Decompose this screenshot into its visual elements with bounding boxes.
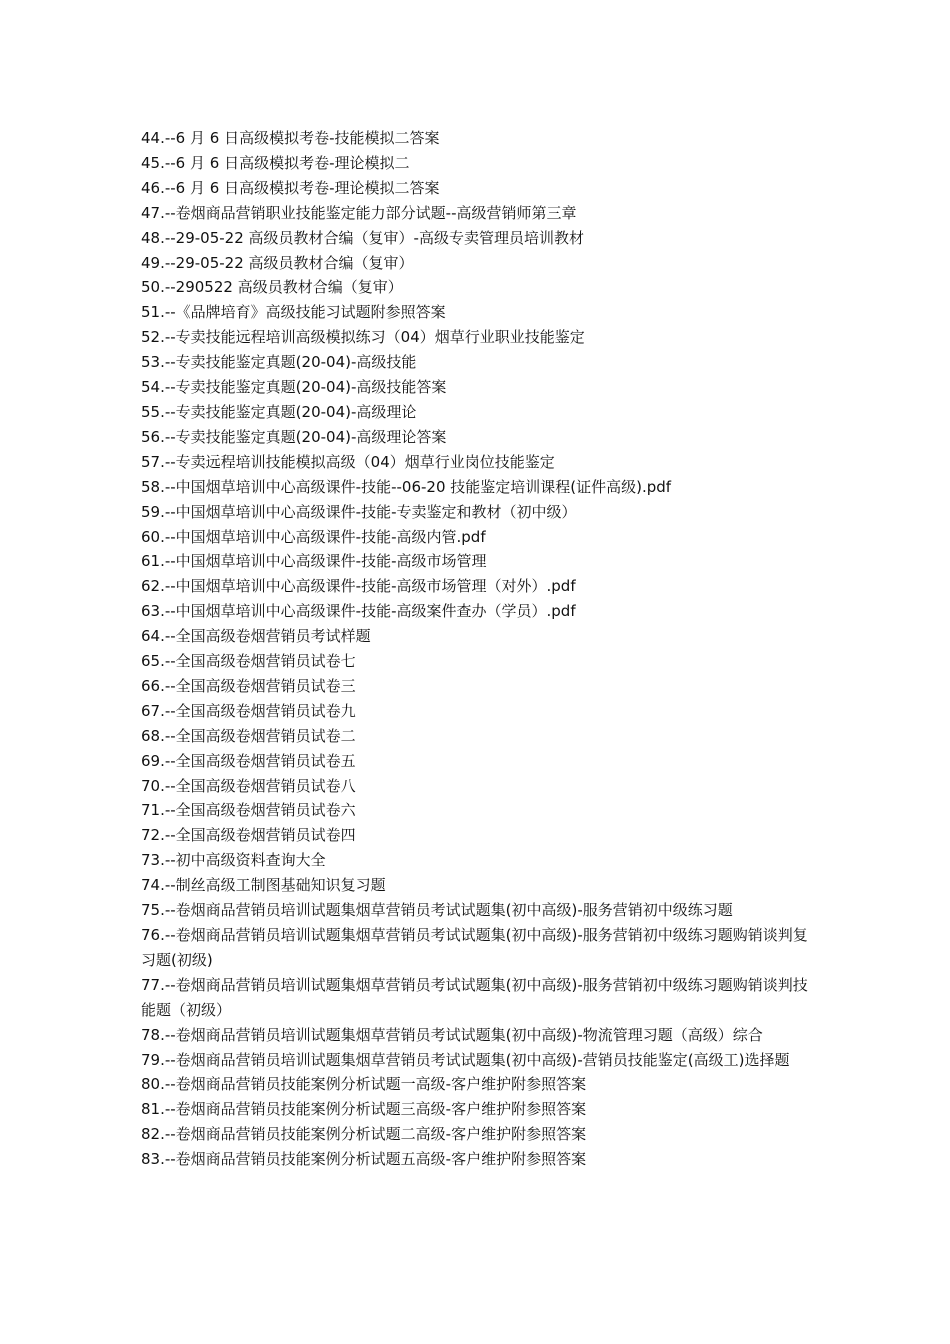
list-item: 55.--专卖技能鉴定真题(20-04)-高级理论 <box>141 402 417 421</box>
list-item: 75.--卷烟商品营销员培训试题集烟草营销员考试试题集(初中高级)-服务营销初中级练习题 <box>141 901 733 920</box>
list-item: 54.--专卖技能鉴定真题(20-04)-高级技能答案 <box>141 378 447 397</box>
document-list <box>141 126 821 1172</box>
list-item: 68.--全国高级卷烟营销员试卷二 <box>141 726 356 745</box>
list-item: 51.--《品牌培育》高级技能习试题附参照答案 <box>141 303 446 322</box>
list-item: 46.--6 月 6 日高级模拟考卷-理论模拟二答案 <box>141 178 440 197</box>
list-item: 52.--专卖技能远程培训高级模拟练习（04）烟草行业职业技能鉴定 <box>141 328 585 347</box>
list-item: 70.--全国高级卷烟营销员试卷八 <box>141 776 356 795</box>
list-item: 83.--卷烟商品营销员技能案例分析试题五高级-客户维护附参照答案 <box>141 1150 587 1169</box>
list-item: 62.--中国烟草培训中心高级课件-技能-高级市场管理（对外）.pdf <box>141 577 576 596</box>
list-item: 60.--中国烟草培训中心高级课件-技能-高级内管.pdf <box>141 527 486 546</box>
list-item: 45.--6 月 6 日高级模拟考卷-理论模拟二 <box>141 153 410 172</box>
list-item: 47.--卷烟商品营销职业技能鉴定能力部分试题--高级营销师第三章 <box>141 203 577 222</box>
list-item: 57.--专卖远程培训技能模拟高级（04）烟草行业岗位技能鉴定 <box>141 452 555 471</box>
list-item: 74.--制丝高级工制图基础知识复习题 <box>141 876 386 895</box>
list-item: 72.--全国高级卷烟营销员试卷四 <box>141 826 356 845</box>
list-item: 82.--卷烟商品营销员技能案例分析试题二高级-客户维护附参照答案 <box>141 1125 587 1144</box>
list-item: 59.--中国烟草培训中心高级课件-技能-专卖鉴定和教材（初中级） <box>141 502 577 521</box>
list-item: 69.--全国高级卷烟营销员试卷五 <box>141 751 356 770</box>
list-item: 63.--中国烟草培训中心高级课件-技能-高级案件查办（学员）.pdf <box>141 602 576 621</box>
list-item: 79.--卷烟商品营销员培训试题集烟草营销员考试试题集(初中高级)-营销员技能鉴定(高级工)选择题 <box>141 1050 790 1069</box>
list-item: 61.--中国烟草培训中心高级课件-技能-高级市场管理 <box>141 552 487 571</box>
list-item: 67.--全国高级卷烟营销员试卷九 <box>141 701 356 720</box>
list-item: 53.--专卖技能鉴定真题(20-04)-高级技能 <box>141 353 417 372</box>
list-item: 65.--全国高级卷烟营销员试卷七 <box>141 652 356 671</box>
list-item: 64.--全国高级卷烟营销员考试样题 <box>141 627 371 646</box>
list-item: 50.--290522 高级员教材合编（复审） <box>141 278 403 297</box>
list-item: 66.--全国高级卷烟营销员试卷三 <box>141 676 356 695</box>
list-item: 48.--29-05-22 高级员教材合编（复审）-高级专卖管理员培训教材 <box>141 228 584 247</box>
list-item: 76.--卷烟商品营销员培训试题集烟草营销员考试试题集(初中高级)-服务营销初中级练习题购销谈判复习题(初级) <box>141 926 808 969</box>
list-item: 81.--卷烟商品营销员技能案例分析试题三高级-客户维护附参照答案 <box>141 1100 587 1119</box>
list-item: 56.--专卖技能鉴定真题(20-04)-高级理论答案 <box>141 427 447 446</box>
list-item: 58.--中国烟草培训中心高级课件-技能--06-20 技能鉴定培训课程(证件高级).pdf <box>141 477 672 496</box>
list-item: 71.--全国高级卷烟营销员试卷六 <box>141 801 356 820</box>
list-item: 73.--初中高级资料查询大全 <box>141 851 326 870</box>
list-item: 77.--卷烟商品营销员培训试题集烟草营销员考试试题集(初中高级)-服务营销初中级练习题购销谈判技能题（初级） <box>141 975 808 1019</box>
list-item: 44.--6 月 6 日高级模拟考卷-技能模拟二答案 <box>141 129 440 147</box>
list-item: 80.--卷烟商品营销员技能案例分析试题一高级-客户维护附参照答案 <box>141 1075 587 1094</box>
list-item: 78.--卷烟商品营销员培训试题集烟草营销员考试试题集(初中高级)-物流管理习题（高级）综合 <box>141 1025 763 1044</box>
list-item: 49.--29-05-22 高级员教材合编（复审） <box>141 253 414 272</box>
